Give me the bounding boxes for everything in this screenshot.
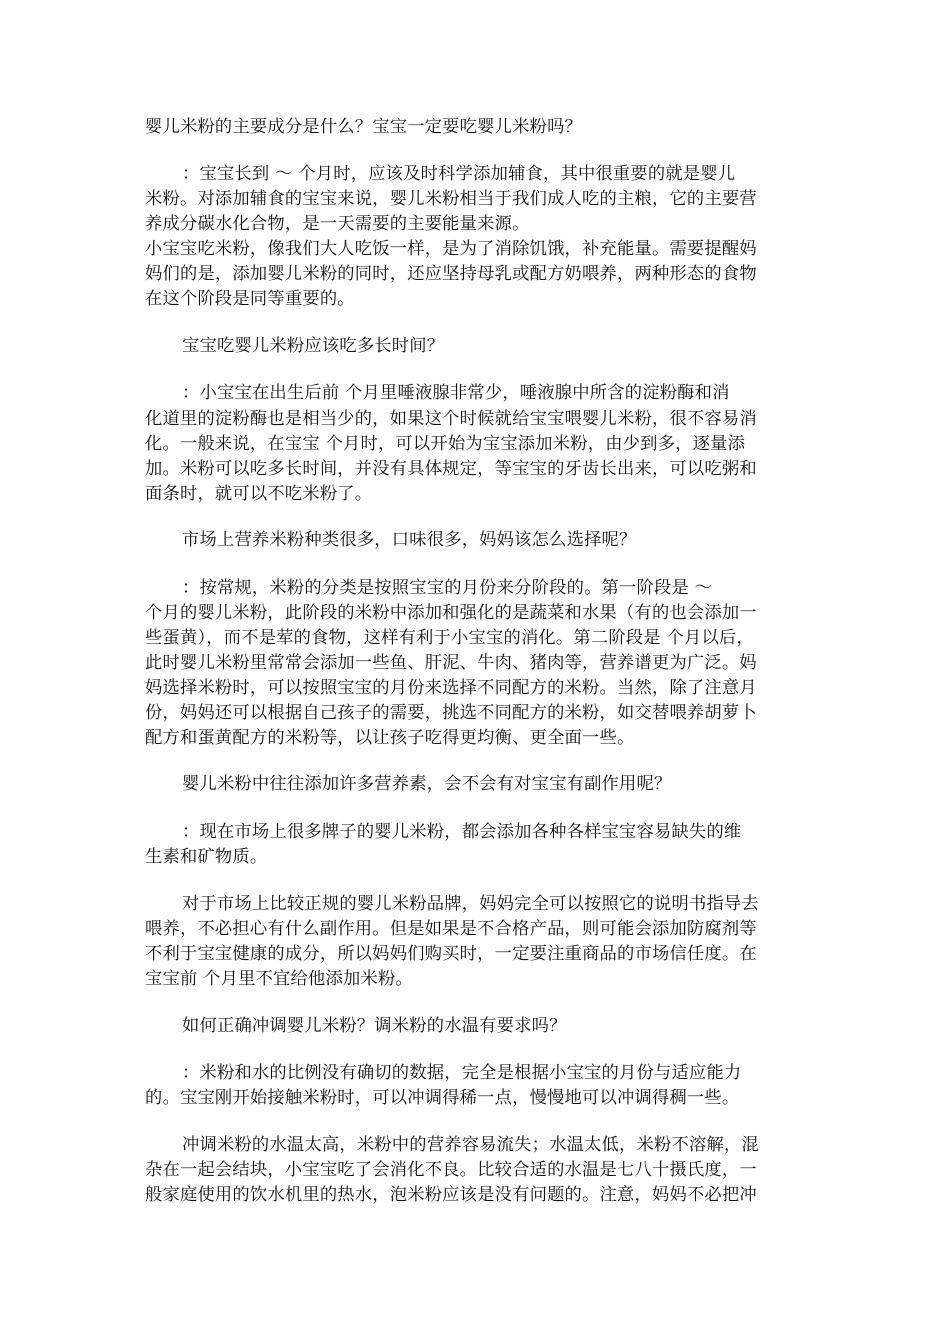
answer-line: ：小宝宝在出生后前 个月里唾液腺非常少，唾液腺中所含的淀粉酶和消 <box>182 383 730 403</box>
paragraph-line: 般家庭使用的饮水机里的热水，泡米粉应该是没有问题的。注意，妈妈不必把冲 <box>145 1185 757 1205</box>
answer-line: 加。米粉可以吃多长时间，并没有具体规定，等宝宝的牙齿长出来，可以吃粥和 <box>145 459 757 479</box>
answer-line: 养成分碳水化合物，是一天需要的主要能量来源。 <box>145 214 530 234</box>
answer-line: 妈们的是，添加婴儿米粉的同时，还应坚持母乳或配方奶喂养，两种形态的食物 <box>145 264 757 284</box>
answer-line: 小宝宝吃米粉，像我们大人吃饭一样，是为了消除饥饿，补充能量。需要提醒妈 <box>145 239 757 259</box>
answer-line: 个月的婴儿米粉，此阶段的米粉中添加和强化的是蔬菜和水果（有的也会添加一 <box>145 603 757 623</box>
answer-line: 生素和矿物质。 <box>145 847 268 867</box>
answer-line: 米粉。对添加辅食的宝宝来说，婴儿米粉相当于我们成人吃的主粮，它的主要营 <box>145 189 757 209</box>
answer-line: 在这个阶段是同等重要的。 <box>145 289 355 309</box>
document-heading: 婴儿米粉的主要成分是什么？宝宝一定要吃婴儿米粉吗？ <box>145 117 583 137</box>
answer-line: ：按常规，米粉的分类是按照宝宝的月份来分阶段的。第一阶段是 ～ <box>182 578 713 598</box>
answer-line: 配方和蛋黄配方的米粉等，以让孩子吃得更均衡、更全面一些。 <box>145 728 635 748</box>
paragraph-line: 宝宝前 个月里不宜给他添加米粉。 <box>145 969 413 989</box>
answer-line: 妈选择米粉时，可以按照宝宝的月份来选择不同配方的米粉。当然，除了注意月 <box>145 678 757 698</box>
question-heading: 婴儿米粉中往往添加许多营养素，会不会有对宝宝有副作用呢？ <box>182 774 672 794</box>
paragraph-line: 杂在一起会结块，小宝宝吃了会消化不良。比较合适的水温是七八十摄氏度，一 <box>145 1160 757 1180</box>
answer-line: ：宝宝长到 ～ 个月时，应该及时科学添加辅食，其中很重要的就是婴儿 <box>182 164 736 184</box>
answer-line: 份，妈妈还可以根据自己孩子的需要，挑选不同配方的米粉，如交替喂养胡萝卜 <box>145 703 757 723</box>
answer-line: 的。宝宝刚开始接触米粉时，可以冲调得稀一点，慢慢地可以冲调得稠一些。 <box>145 1088 740 1108</box>
answer-line: 面条时，就可以不吃米粉了。 <box>145 484 373 504</box>
paragraph-line: 冲调米粉的水温太高，米粉中的营养容易流失；水温太低，米粉不溶解，混 <box>182 1135 759 1155</box>
question-heading: 如何正确冲调婴儿米粉？调米粉的水温有要求吗？ <box>182 1016 567 1036</box>
answer-line: ：现在市场上很多牌子的婴儿米粉，都会添加各种各样宝宝容易缺失的维 <box>182 822 742 842</box>
answer-line: 化道里的淀粉酶也是相当少的，如果这个时候就给宝宝喂婴儿米粉，很不容易消 <box>145 409 757 429</box>
paragraph-line: 喂养，不必担心有什么副作用。但是如果是不合格产品，则可能会添加防腐剂等 <box>145 919 757 939</box>
question-heading: 宝宝吃婴儿米粉应该吃多长时间？ <box>182 336 445 356</box>
answer-line: 些蛋黄），而不是荤的食物，这样有利于小宝宝的消化。第二阶段是 个月以后， <box>145 628 754 648</box>
paragraph-line: 对于市场上比较正规的婴儿米粉品牌，妈妈完全可以按照它的说明书指导去 <box>182 894 759 914</box>
paragraph-line: 不利于宝宝健康的成分，所以妈妈们购买时，一定要注重商品的市场信任度。在 <box>145 944 757 964</box>
answer-line: 化。一般来说，在宝宝 个月时，可以开始为宝宝添加米粉，由少到多，逐量添 <box>145 434 746 454</box>
answer-line: 此时婴儿米粉里常常会添加一些鱼、肝泥、牛肉、猪肉等，营养谱更为广泛。妈 <box>145 653 757 673</box>
question-heading: 市场上营养米粉种类很多，口味很多，妈妈该怎么选择呢？ <box>182 530 637 550</box>
answer-line: ：米粉和水的比例没有确切的数据，完全是根据小宝宝的月份与适应能力 <box>182 1063 742 1083</box>
